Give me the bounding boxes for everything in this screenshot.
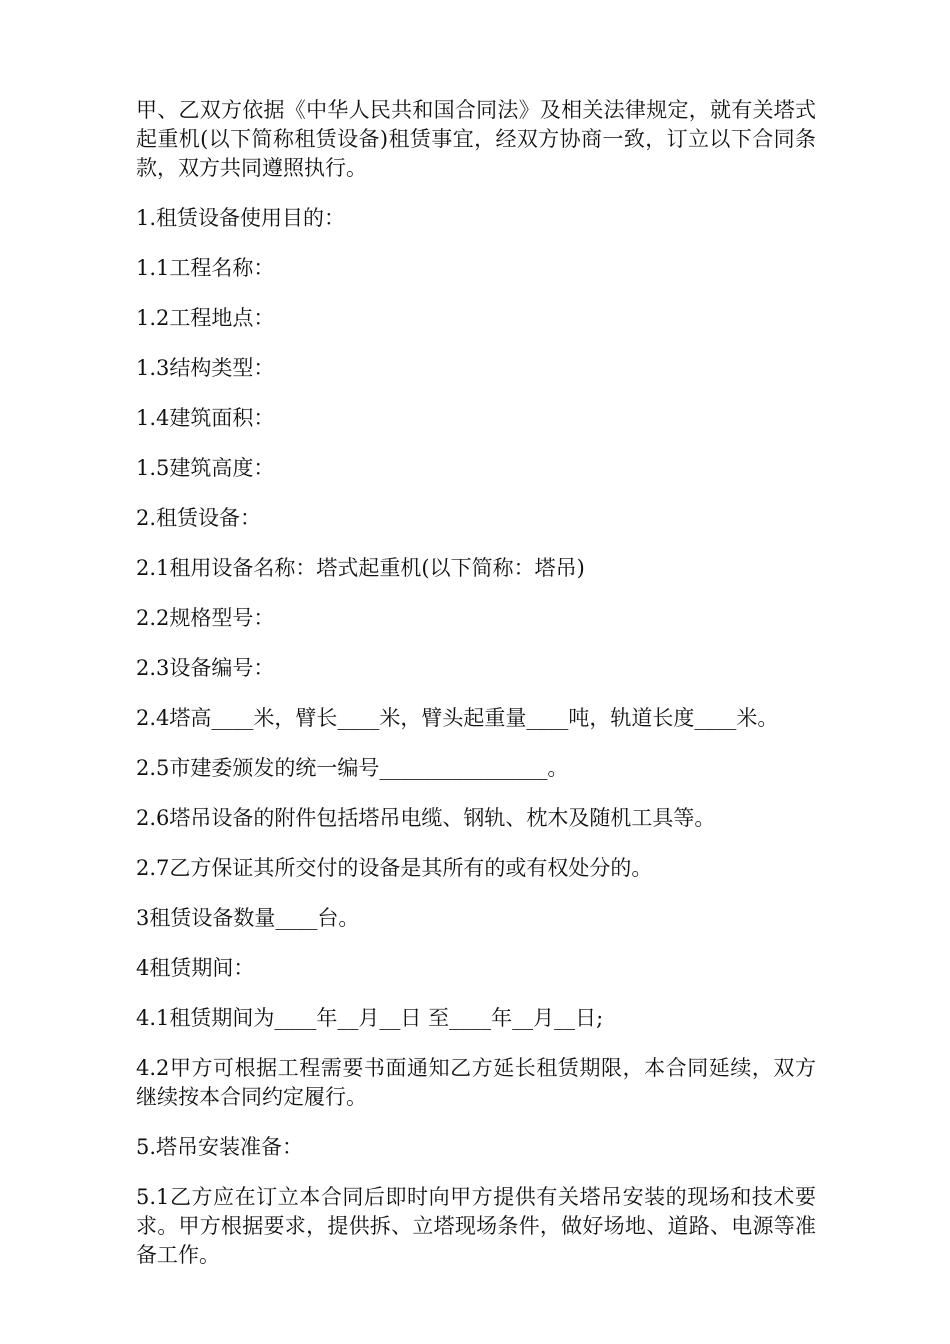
section-1-heading: 1.租赁设备使用目的： bbox=[136, 206, 346, 230]
clause-1-5: 1.5建筑高度： bbox=[136, 456, 275, 480]
clause-1-2: 1.2工程地点： bbox=[136, 306, 275, 330]
clause-4-1: 4.1租赁期间为____年__月__日 至____年__月__日; bbox=[136, 1006, 604, 1030]
clause-2-2: 2.2规格型号： bbox=[136, 606, 275, 630]
contract-page bbox=[136, 96, 816, 1291]
clause-2-7: 2.7乙方保证其所交付的设备是其所有的或有权处分的。 bbox=[136, 856, 653, 880]
clause-2-3: 2.3设备编号： bbox=[136, 656, 275, 680]
section-5-heading: 5.塔吊安装准备： bbox=[136, 1135, 304, 1159]
section-3-heading: 3租赁设备数量____台。 bbox=[136, 906, 360, 930]
clause-2-6: 2.6塔吊设备的附件包括塔吊电缆、钢轨、枕木及随机工具等。 bbox=[136, 806, 716, 830]
intro-paragraph: 甲、乙双方依据《中华人民共和国合同法》及相关法律规定，就有关塔式起重机(以下简称租赁设备)租赁事宜，经双方协商一致，订立以下合同条款，双方共同遵照执行。 bbox=[136, 98, 816, 180]
clause-4-2: 4.2甲方可根据工程需要书面通知乙方延长租赁期限，本合同延续，双方继续按本合同约定履行。 bbox=[136, 1056, 816, 1109]
clause-2-5: 2.5市建委颁发的统一编号________________。 bbox=[136, 756, 569, 780]
clause-1-3: 1.3结构类型： bbox=[136, 356, 275, 380]
clause-2-1: 2.1租用设备名称：塔式起重机(以下简称：塔吊) bbox=[136, 556, 585, 580]
clause-5-1: 5.1乙方应在订立本合同后即时向甲方提供有关塔吊安装的现场和技术要求。甲方根据要求，提供拆、立塔现场条件，做好场地、道路、电源等准备工作。 bbox=[136, 1185, 816, 1267]
section-2-heading: 2.租赁设备： bbox=[136, 506, 262, 530]
clause-1-1: 1.1工程名称： bbox=[136, 256, 275, 280]
section-4-heading: 4租赁期间： bbox=[136, 956, 255, 980]
clause-2-4: 2.4塔高____米，臂长____米，臂头起重量____吨，轨道长度____米。 bbox=[136, 706, 779, 730]
clause-1-4: 1.4建筑面积： bbox=[136, 406, 275, 430]
